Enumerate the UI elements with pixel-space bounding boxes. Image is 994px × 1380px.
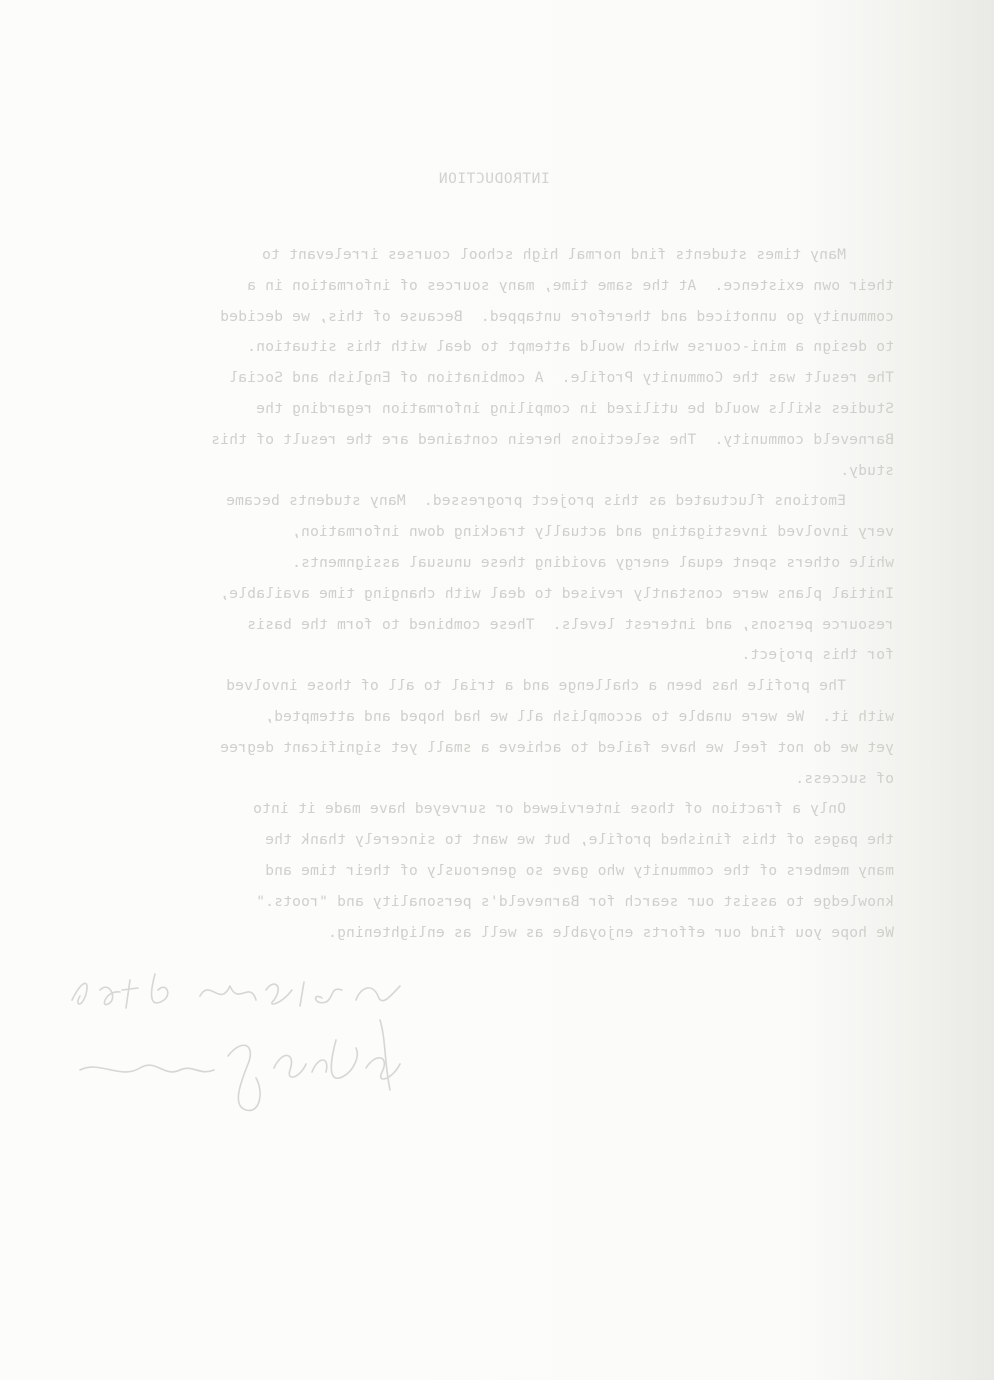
text-line: The result was the Community Profile. A combination of English and Social (229, 369, 894, 387)
text-line: The profile has been a challenge and a trial to all of those involved (225, 677, 846, 695)
text-line: the pages of this finished profile, but we want to sincerely thank the (264, 831, 894, 849)
text-line: resource persons, and interest levels. These combined to form the basis (246, 615, 894, 633)
signature-1-stroke (200, 982, 400, 1006)
paragraph-1 (94, 240, 894, 486)
text-line: Emotions fluctuated as this project progressed. Many students became (225, 492, 846, 510)
text-line: their own existence. At the same time, many sources of information in a (246, 276, 894, 294)
text-line: study. (840, 461, 894, 479)
text-line: Studies skills would be utilized in compiling information regarding the (255, 399, 894, 417)
text-line: Only a fraction of those interviewed or surveyed have made it into (252, 800, 846, 818)
text-line: with it. We were unable to accomplish all we had hoped and attempted, (264, 707, 894, 725)
signature-block (60, 960, 460, 1130)
text-line: Barneveld community. The selections herein contained are the result of this (211, 430, 894, 448)
text-line: many members of the community who gave so generously of their time and (264, 861, 894, 879)
text-line: knowledge to assist our search for Barneveld's personality and "roots." (255, 892, 894, 910)
text-line: yet we do not feel we have failed to achieve a small yet significant degree (220, 738, 894, 756)
text-line: for this project. (741, 646, 894, 664)
handwritten-signatures-image (60, 960, 460, 1130)
text-line: Initial plans were constantly revised to deal with changing time available, (220, 584, 894, 602)
paragraph-4 (94, 794, 894, 948)
text-line: very involved investigating and actually tracking down information, (291, 523, 894, 541)
document-title: INTRODUCTION (438, 170, 550, 187)
text-line: while others spent equal energy avoiding these unusual assignments. (291, 553, 894, 571)
text-line: Many times students find normal high school courses irrelevant to (261, 246, 846, 263)
paragraph-2 (94, 486, 894, 671)
paragraph-3 (94, 671, 894, 794)
text-line: community go unnoticed and therefore untapped. Because of this, we decided (220, 307, 894, 325)
document-body (94, 240, 894, 948)
signature-2-stroke (274, 1020, 400, 1090)
text-line: of success. (795, 769, 894, 787)
text-line: to design a mini-course which would attempt to deal with this situation. (246, 338, 894, 356)
text-line: We hope you find our efforts enjoyable as well as enlightening. (327, 923, 894, 941)
signature-1-stroke (72, 974, 168, 1008)
signature-2-stroke (80, 1045, 260, 1110)
